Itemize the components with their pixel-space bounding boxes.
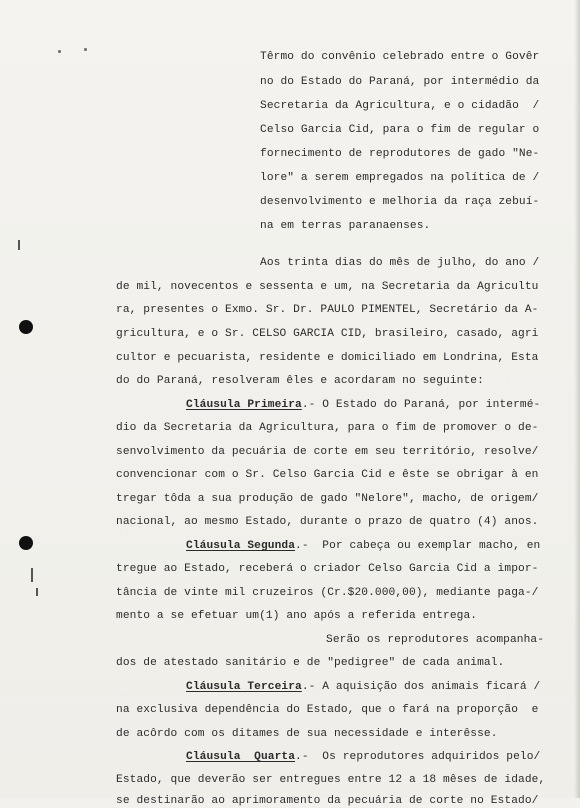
intro-line: de mil, novecentos e sessenta e um, na Secretaria da Agricultu [116, 281, 539, 293]
clause-1-line: senvolvimento da pecuária de corte em seu território, resolve/ [116, 446, 539, 458]
clause-2-para2-line: dos de atestado sanitário e de "pedigree" de cada animal. [116, 657, 505, 669]
margin-mark [36, 588, 38, 596]
intro-line: gricultura, e o Sr. CELSO GARCIA CID, brasileiro, casado, agri [116, 328, 539, 340]
clause-2-line: tregue ao Estado, receberá o criador Celso Garcia Cid a impor- [116, 563, 539, 575]
clause-2-title: Cláusula Segunda [186, 540, 296, 552]
preamble-line: Celso Garcia Cid, para o fim de regular o [260, 124, 540, 136]
clause-1-first-text: .- O Estado do Paraná, por intermé- [301, 399, 541, 411]
clause-2-line: tância de vinte mil cruzeiros (Cr.$20.000,00), mediante paga-/ [116, 587, 539, 599]
intro-line: Aos trinta dias do mês de julho, do ano / [260, 257, 540, 269]
clause-1-line: dio da Secretaria da Agricultura, para o fim de promover o de- [116, 422, 539, 434]
preamble-line: fornecimento de reprodutores de gado "Ne- [260, 148, 540, 160]
clause-1-line: convencionar com o Sr. Celso Garcia Cid e êste se obrigar à en [116, 469, 539, 481]
margin-mark [18, 240, 20, 250]
clause-3-first-text: .- A aquisição dos animais ficará / [301, 681, 541, 693]
clause-4-line: Estado, que deverão ser entregues entre 12 a 18 mêses de idade, [116, 774, 546, 786]
clause-3-heading-line [186, 680, 540, 694]
preamble-line: Têrmo do convênio celebrado entre o Govêr [260, 51, 540, 63]
intro-line: do do Paraná, resolveram êles e acordaram no seguinte: [116, 375, 484, 387]
clause-3-title: Cláusula Terceira [186, 681, 302, 693]
clause-4-title: Cláusula Quarta [186, 751, 296, 763]
clause-4-heading-line [186, 750, 540, 764]
clause-1-line: tregar tôda a sua produção de gado "Nelore", macho, de origem/ [116, 493, 539, 505]
punch-hole-top [19, 320, 33, 334]
clause-4-line: se destinarão ao aprimoramento da pecuária de corte no Estado/ [116, 795, 539, 807]
page-edge-shadow [574, 0, 580, 798]
preamble-line: desenvolvimento e melhoria da raça zebuí- [260, 196, 540, 208]
clause-3-line: na exclusiva dependência do Estado, que o fará na proporção e [116, 704, 539, 716]
preamble-line: Secretaria da Agricultura, e o cidadão / [260, 100, 540, 112]
clause-2-heading-line [186, 539, 540, 553]
preamble-line: na em terras paranaenses. [260, 220, 431, 232]
intro-line: cultor e pecuarista, residente e domiciliado em Londrina, Esta [116, 352, 539, 364]
clause-1-title: Cláusula Primeira [186, 399, 302, 411]
paper-speck [58, 50, 61, 53]
clause-1-heading-line [186, 398, 540, 412]
clause-1-line: nacional, ao mesmo Estado, durante o prazo de quatro (4) anos. [116, 516, 539, 528]
intro-line: ra, presentes o Exmo. Sr. Dr. PAULO PIMENTEL, Secretário da A- [116, 304, 539, 316]
preamble-line: lore" a serem empregados na política de / [260, 172, 540, 184]
clause-4-first-text: .- Os reprodutores adquiridos pelo/ [295, 751, 541, 763]
preamble-line: no do Estado do Paraná, por intermédio da [260, 76, 540, 88]
paper-speck [84, 48, 87, 51]
punch-hole-bottom [19, 536, 33, 550]
margin-mark [31, 568, 33, 582]
clause-2-para2-line: Serão os reprodutores acompanha- [326, 634, 545, 646]
clause-2-first-text: .- Por cabeça ou exemplar macho, en [295, 540, 541, 552]
clause-2-line: mento a se efetuar um(1) ano após a referida entrega. [116, 610, 478, 622]
clause-3-line: de acôrdo com os ditames de sua necessidade e interêsse. [116, 728, 498, 740]
